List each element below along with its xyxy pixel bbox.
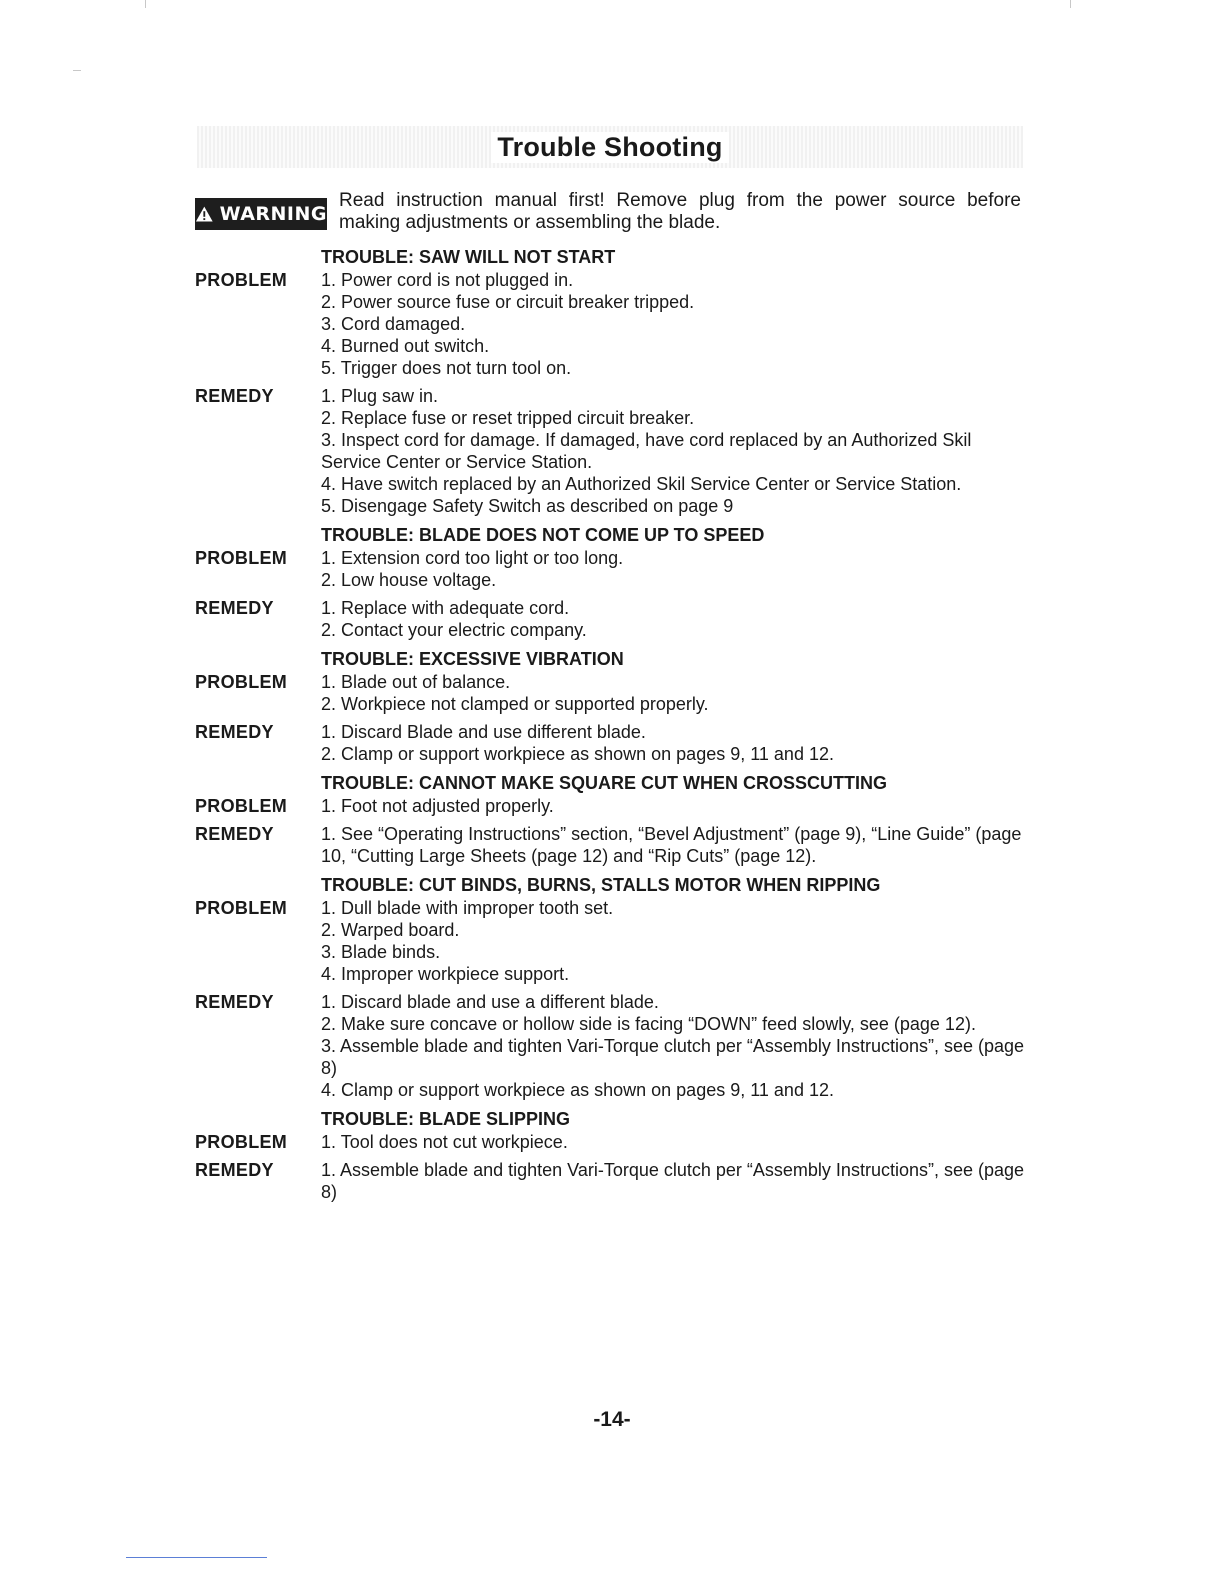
remedy-row	[195, 991, 1025, 1101]
crop-mark-side	[73, 70, 81, 71]
warning-badge	[195, 198, 327, 230]
problem-item: 1. Power cord is not plugged in.	[321, 270, 574, 290]
remedy-label: REMEDY	[195, 992, 274, 1012]
remedy-item: 2. Clamp or support workpiece as shown on pages 9, 11 and 12.	[321, 744, 834, 764]
remedy-items	[321, 1159, 1025, 1203]
problem-items	[321, 547, 1025, 591]
remedy-item: 2. Replace fuse or reset tripped circuit breaker.	[321, 408, 695, 428]
problem-label: PROBLEM	[195, 270, 288, 290]
problem-items	[321, 269, 1025, 379]
remedy-item: 3. Assemble blade and tighten Vari-Torque clutch per “Assembly Instructions”, see (page 8)	[321, 1036, 1025, 1078]
problem-items	[321, 671, 1025, 715]
problem-label: PROBLEM	[195, 1132, 288, 1152]
problem-item: 2. Warped board.	[321, 920, 460, 940]
warning-triangle-icon	[195, 205, 214, 223]
problem-label: PROBLEM	[195, 796, 288, 816]
problem-item: 5. Trigger does not turn tool on.	[321, 358, 572, 378]
problem-item: 4. Burned out switch.	[321, 336, 490, 356]
problem-item: 3. Cord damaged.	[321, 314, 466, 334]
problem-item: 1. Foot not adjusted properly.	[321, 796, 554, 816]
remedy-item: 2. Make sure concave or hollow side is facing “DOWN” feed slowly, see (page 12).	[321, 1014, 976, 1034]
problem-row	[195, 1131, 1025, 1153]
problem-items	[321, 1131, 1025, 1153]
problem-label: PROBLEM	[195, 548, 288, 568]
remedy-row	[195, 597, 1025, 641]
trouble-section	[195, 771, 1025, 867]
remedy-item: 1. Replace with adequate cord.	[321, 598, 570, 618]
bottom-rule	[126, 1557, 267, 1558]
crop-mark-left	[145, 0, 146, 8]
title-band	[197, 126, 1023, 168]
page-title: Trouble Shooting	[491, 132, 728, 163]
problem-item: 4. Improper workpiece support.	[321, 964, 570, 984]
remedy-item: 2. Contact your electric company.	[321, 620, 587, 640]
remedy-items	[321, 991, 1025, 1101]
remedy-row	[195, 721, 1025, 765]
trouble-heading: TROUBLE: BLADE DOES NOT COME UP TO SPEED	[321, 525, 765, 545]
remedy-label: REMEDY	[195, 386, 274, 406]
crop-mark-right	[1070, 0, 1071, 8]
problem-item: 2. Workpiece not clamped or supported properly.	[321, 694, 709, 714]
remedy-item: 1. Assemble blade and tighten Vari-Torque clutch per “Assembly Instructions”, see (page 8)	[321, 1160, 1025, 1202]
trouble-heading: TROUBLE: CUT BINDS, BURNS, STALLS MOTOR WHEN RIPPING	[321, 875, 881, 895]
problem-item: 1. Dull blade with improper tooth set.	[321, 898, 614, 918]
remedy-label: REMEDY	[195, 598, 274, 618]
remedy-item: 4. Have switch replaced by an Authorized Skil Service Center or Service Station.	[321, 474, 962, 494]
problem-item: 1. Extension cord too light or too long.	[321, 548, 624, 568]
remedy-item: 3. Inspect cord for damage. If damaged, have cord replaced by an Authorized Skil Service Center or Service Station.	[321, 430, 972, 472]
remedy-item: 4. Clamp or support workpiece as shown on pages 9, 11 and 12.	[321, 1080, 834, 1100]
problem-items	[321, 795, 1025, 817]
trouble-heading: TROUBLE: SAW WILL NOT START	[321, 247, 616, 267]
remedy-item: 5. Disengage Safety Switch as described on page 9	[321, 496, 734, 516]
remedy-item: 1. Discard Blade and use different blade.	[321, 722, 646, 742]
problem-item: 2. Power source fuse or circuit breaker tripped.	[321, 292, 695, 312]
problem-row	[195, 269, 1025, 379]
remedy-items	[321, 721, 1025, 765]
remedy-row	[195, 385, 1025, 517]
trouble-heading: TROUBLE: BLADE SLIPPING	[321, 1109, 571, 1129]
remedy-items	[321, 823, 1025, 867]
problem-label: PROBLEM	[195, 898, 288, 918]
remedy-item: 1. Discard blade and use a different blade.	[321, 992, 659, 1012]
problem-item: 2. Low house voltage.	[321, 570, 497, 590]
problem-row	[195, 671, 1025, 715]
problem-items	[321, 897, 1025, 985]
problem-label: PROBLEM	[195, 672, 288, 692]
problem-row	[195, 547, 1025, 591]
remedy-items	[321, 385, 1025, 517]
trouble-heading: TROUBLE: CANNOT MAKE SQUARE CUT WHEN CROSSCUTTING	[321, 773, 887, 793]
remedy-item: 1. See “Operating Instructions” section, “Bevel Adjustment” (page 9), “Line Guide” (page 10, “Cutting Large Sheets (page 12) and “Rip Cuts” (page 12).	[321, 824, 1022, 866]
remedy-row	[195, 1159, 1025, 1203]
warning-badge-label: WARNING	[219, 203, 327, 225]
problem-row	[195, 795, 1025, 817]
trouble-section	[195, 873, 1025, 1101]
remedy-label: REMEDY	[195, 824, 274, 844]
problem-item: 1. Blade out of balance.	[321, 672, 511, 692]
trouble-section	[195, 245, 1025, 517]
remedy-label: REMEDY	[195, 722, 274, 742]
problem-item: 1. Tool does not cut workpiece.	[321, 1132, 568, 1152]
remedy-items	[321, 597, 1025, 641]
problem-row	[195, 897, 1025, 985]
warning-text: Read instruction manual first! Remove plug from the power source before making adjustments or assembling the blade.	[339, 190, 1021, 233]
page-number: -14-	[593, 1408, 631, 1431]
remedy-label: REMEDY	[195, 1160, 274, 1180]
remedy-item: 1. Plug saw in.	[321, 386, 439, 406]
trouble-section	[195, 647, 1025, 765]
trouble-heading: TROUBLE: EXCESSIVE VIBRATION	[321, 649, 624, 669]
troubleshooting-list	[195, 245, 1025, 1209]
trouble-section	[195, 523, 1025, 641]
problem-item: 3. Blade binds.	[321, 942, 441, 962]
remedy-row	[195, 823, 1025, 867]
trouble-section	[195, 1107, 1025, 1203]
